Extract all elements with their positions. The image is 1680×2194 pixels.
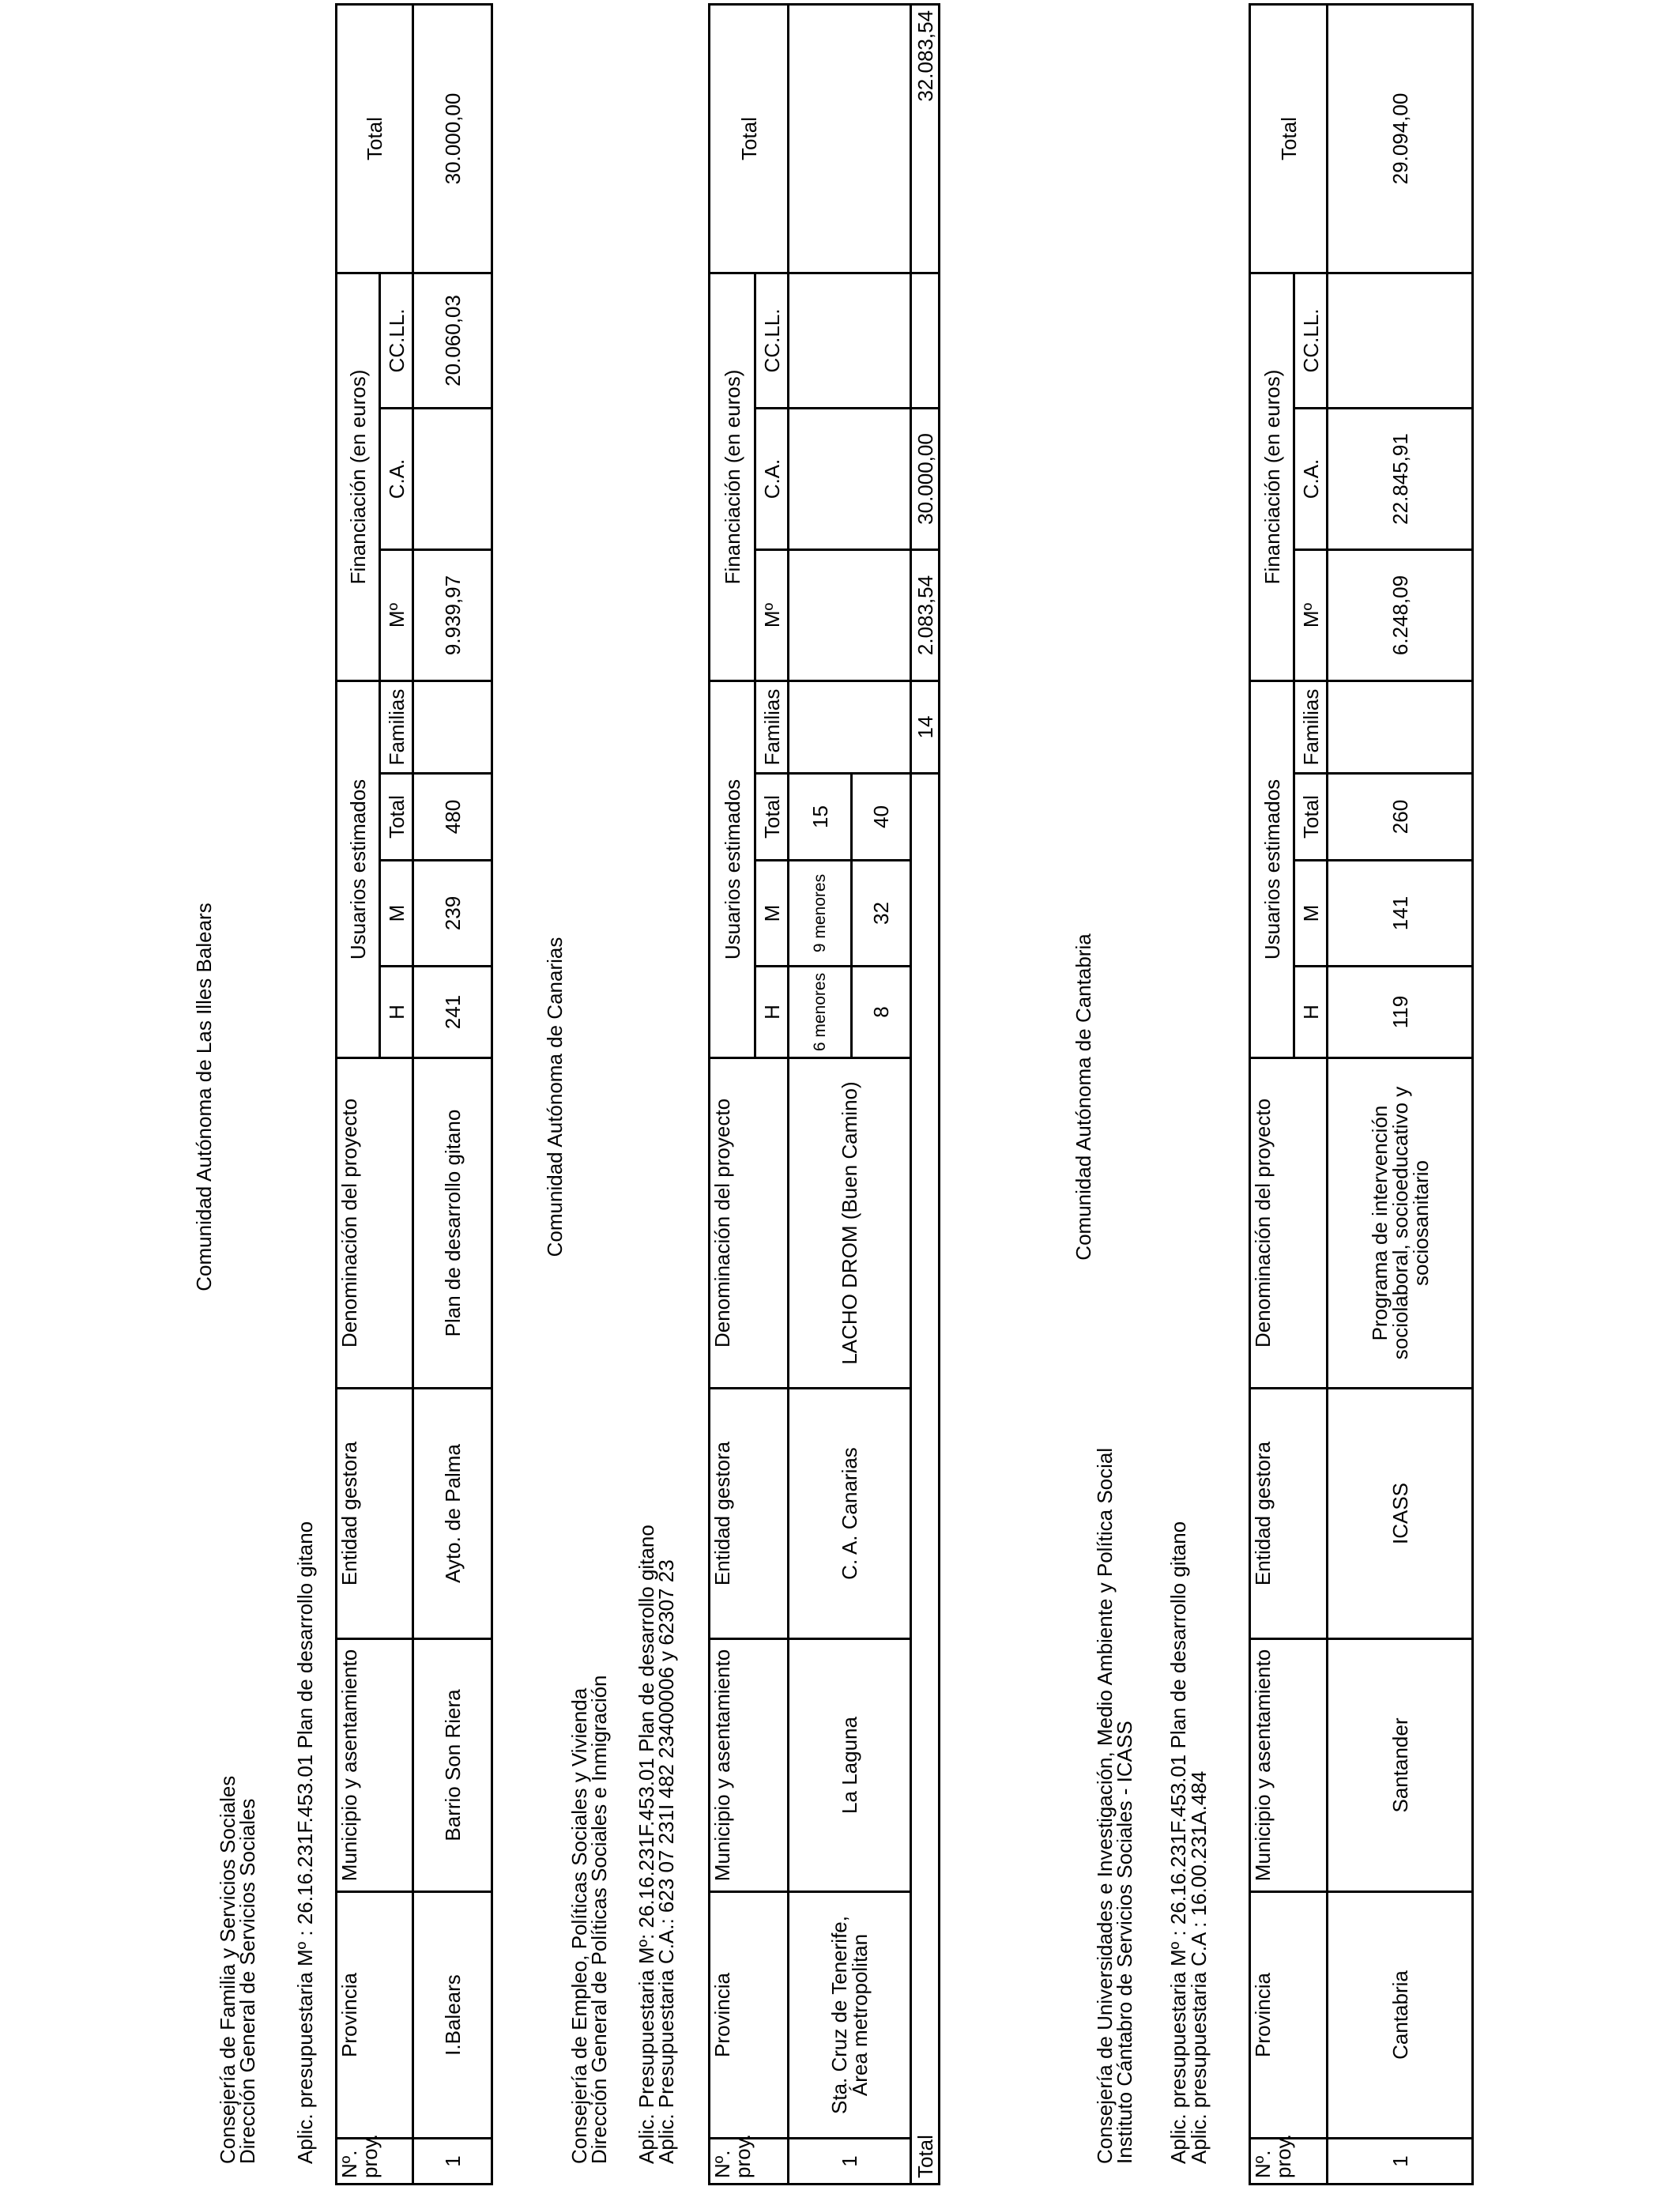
header-financiacion: Financiación (en euros) [1250, 273, 1294, 680]
header-usuarios: Usuarios estimados [337, 681, 380, 1058]
cell-total-usuarios: 260 [1328, 774, 1473, 861]
header-mo: Mº [1294, 550, 1328, 681]
header-ca: C.A. [755, 409, 789, 550]
header-usuarios: Usuarios estimados [710, 681, 755, 1058]
header-provincia: Provincia [710, 1892, 789, 2139]
project-table [708, 3, 940, 2185]
aplicacion-line: Aplic. presupuestaria Mº : 26.16.231F.453.01 Plan de desarrollo gitano [1166, 1521, 1190, 2164]
cell-m: 32 [852, 861, 911, 967]
header-municipio: Municipio y asentamiento [710, 1639, 789, 1892]
cell-entidad: ICASS [1328, 1389, 1473, 1639]
header-denominacion: Denominación del proyecto [710, 1058, 789, 1389]
header-total-usuarios: Total [380, 774, 413, 861]
header-total: Total [1250, 4, 1328, 273]
header-h: H [755, 967, 789, 1058]
cell-denominacion: LACHO DROM (Buen Camino) [789, 1058, 911, 1389]
total-total: 32.083,54 [911, 4, 940, 273]
table-row [1328, 4, 1473, 2184]
instituto-line: Instituto Cántabro de Servicios Sociales - ICASS [1113, 1721, 1136, 2164]
project-table [1249, 3, 1474, 2185]
cell-provincia: Sta. Cruz de Tenerife, Área metropolitan [789, 1892, 911, 2139]
cell-total-usuarios-minors: 15 [789, 774, 852, 861]
header-municipio: Municipio y asentamiento [1250, 1639, 1328, 1892]
cell-m: 141 [1328, 861, 1473, 967]
total-familias: 14 [911, 681, 940, 774]
cell-municipio: Barrio Son Riera [413, 1639, 492, 1892]
consejeria-line: Consejería de Universidades e Investigación, Medio Ambiente y Política Social [1093, 1447, 1117, 2164]
cell-total [789, 4, 911, 273]
header-num: Nº. proy. [337, 2139, 413, 2185]
header-total-usuarios: Total [1294, 774, 1328, 861]
total-ccll [911, 273, 940, 408]
header-m: M [380, 861, 413, 967]
direccion-line: Dirección General de Políticas Sociales e Inmigración [587, 1675, 611, 2164]
header-entidad: Entidad gestora [337, 1389, 413, 1639]
header-num: Nº. proy. [710, 2139, 789, 2185]
total-label: Total [911, 774, 940, 2185]
total-row [911, 4, 940, 2184]
header-familias: Familias [1294, 681, 1328, 774]
cell-total: 30.000,00 [413, 4, 492, 273]
cell-num: 1 [789, 2139, 911, 2185]
header-m: M [1294, 861, 1328, 967]
cell-entidad: Ayto. de Palma [413, 1389, 492, 1639]
header-ca: C.A. [1294, 409, 1328, 550]
cell-mo [789, 550, 911, 681]
header-h: H [380, 967, 413, 1058]
consejeria-line: Consejería de Familia y Servicios Sociales [216, 1775, 239, 2164]
cell-ccll [789, 273, 911, 408]
aplicacion-ca-line: Aplic. Presupuestaria C.A.: 623 07 231I 482 23400006 y 62307 23 [654, 1559, 678, 2164]
header-entidad: Entidad gestora [1250, 1389, 1328, 1639]
header-h: H [1294, 967, 1328, 1058]
header-m: M [755, 861, 789, 967]
total-ca: 30.000,00 [911, 409, 940, 550]
cell-m-minors: 9 menores [789, 861, 852, 967]
header-ccll: CC.LL. [755, 273, 789, 408]
cell-mo: 6.248,09 [1328, 550, 1473, 681]
header-financiacion: Financiación (en euros) [337, 273, 380, 680]
header-num: Nº. proy. [1250, 2139, 1328, 2185]
section-title: Comunidad Autónoma de Canarias [543, 937, 567, 1257]
cell-familias [413, 681, 492, 774]
header-ca: C.A. [380, 409, 413, 550]
section-title: Comunidad Autónoma de Las Illes Balears [192, 903, 216, 1291]
header-financiacion: Financiación (en euros) [710, 273, 755, 680]
aplicacion-line: Aplic. presupuestaria Mº : 26.16.231F.453.01 Plan de desarrollo gitano [293, 1521, 317, 2164]
table-row [789, 4, 852, 2184]
section-title: Comunidad Autónoma de Cantabria [1072, 933, 1095, 1261]
table-row [413, 4, 492, 2184]
header-denominacion: Denominación del proyecto [1250, 1058, 1328, 1389]
header-total: Total [710, 4, 789, 273]
cell-entidad: C. A. Canarias [789, 1389, 911, 1639]
cell-total: 29.094,00 [1328, 4, 1473, 273]
cell-h: 8 [852, 967, 911, 1058]
cell-denominacion: Programa de intervención sociolaboral, socioeducativo y sociosanitario [1328, 1058, 1473, 1389]
cell-ca [413, 409, 492, 550]
cell-ccll [1328, 273, 1473, 408]
header-mo: Mº [755, 550, 789, 681]
cell-ca: 22.845,91 [1328, 409, 1473, 550]
header-ccll: CC.LL. [1294, 273, 1328, 408]
header-municipio: Municipio y asentamiento [337, 1639, 413, 1892]
total-mo: 2.083,54 [911, 550, 940, 681]
header-denominacion: Denominación del proyecto [337, 1058, 413, 1389]
header-total: Total [337, 4, 413, 273]
cell-ccll: 20.060,03 [413, 273, 492, 408]
cell-h-minors: 6 menores [789, 967, 852, 1058]
cell-total-usuarios: 40 [852, 774, 911, 861]
aplicacion-ca-line: Aplic. presupuestaria C.A : 16.00.231A.484 [1187, 1770, 1211, 2164]
cell-familias [789, 681, 911, 774]
cell-familias [1328, 681, 1473, 774]
cell-ca [789, 409, 911, 550]
header-usuarios: Usuarios estimados [1250, 681, 1294, 1058]
header-provincia: Provincia [337, 1892, 413, 2139]
cell-num: 1 [413, 2139, 492, 2185]
cell-municipio: Santander [1328, 1639, 1473, 1892]
header-entidad: Entidad gestora [710, 1389, 789, 1639]
cell-num: 1 [1328, 2139, 1473, 2185]
cell-provincia: I.Balears [413, 1892, 492, 2139]
header-mo: Mº [380, 550, 413, 681]
header-provincia: Provincia [1250, 1892, 1328, 2139]
consejeria-line: Consejería de Empleo, Políticas Sociales y Vivienda [567, 1687, 591, 2164]
cell-denominacion: Plan de desarrollo gitano [413, 1058, 492, 1389]
cell-m: 239 [413, 861, 492, 967]
header-total-usuarios: Total [755, 774, 789, 861]
cell-provincia: Cantabria [1328, 1892, 1473, 2139]
header-familias: Familias [755, 681, 789, 774]
header-familias: Familias [380, 681, 413, 774]
aplicacion-line: Aplic. Presupuestaria Mº: 26.16.231F.453.01 Plan de desarrollo gitano [635, 1525, 658, 2164]
direccion-line: Dirección General de Servicios Sociales [235, 1798, 259, 2164]
cell-mo: 9.939,97 [413, 550, 492, 681]
header-ccll: CC.LL. [380, 273, 413, 408]
cell-municipio: La Laguna [789, 1639, 911, 1892]
cell-total-usuarios: 480 [413, 774, 492, 861]
project-table [335, 3, 493, 2185]
cell-h: 241 [413, 967, 492, 1058]
cell-h: 119 [1328, 967, 1473, 1058]
